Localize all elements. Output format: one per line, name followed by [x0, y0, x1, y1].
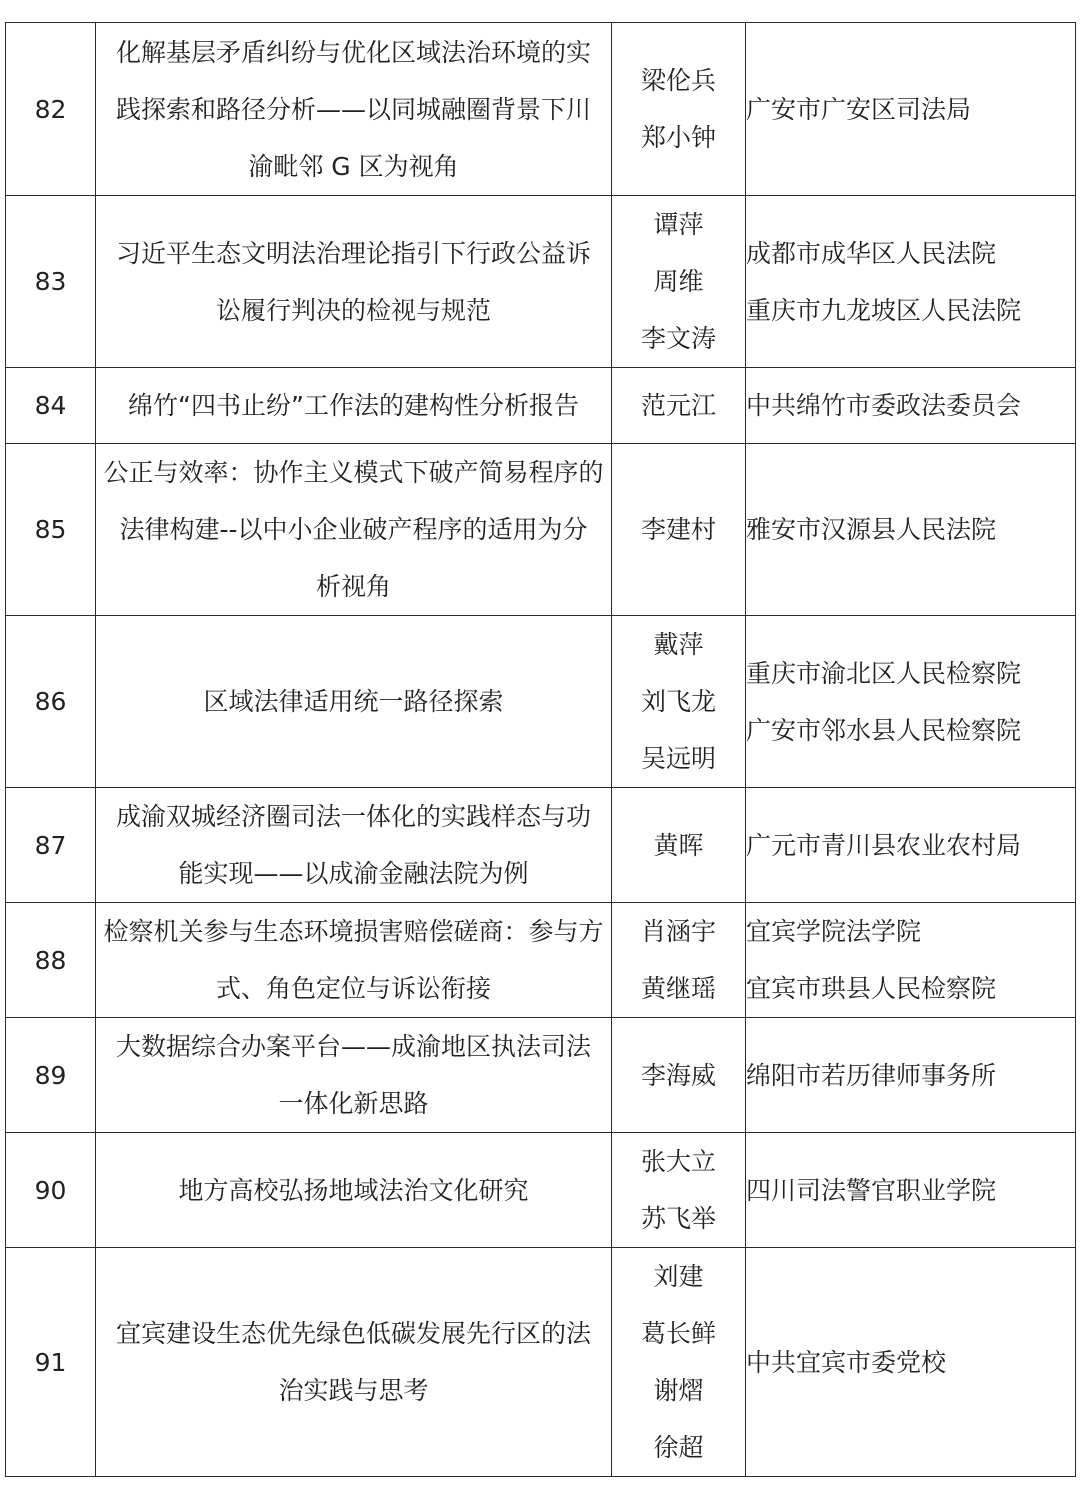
author-name: 张大立: [640, 1147, 716, 1176]
entry-number: 90: [6, 1133, 96, 1248]
title-line: 一体化新思路: [278, 1089, 429, 1118]
author-name: 刘飞龙: [640, 687, 716, 716]
organization-name: 雅安市汉源县人民法院: [746, 515, 997, 544]
author-name: 肖涵宇: [640, 917, 716, 946]
organization-name: 中共宜宾市委党校: [746, 1347, 947, 1377]
paper-title: [96, 616, 612, 788]
table-row: [6, 1248, 1076, 1477]
author-organizations: [746, 616, 1076, 788]
author-name: 苏飞举: [640, 1204, 716, 1233]
organization-name: 四川司法警官职业学院: [746, 1175, 997, 1205]
author-name: 黄继瑶: [640, 974, 716, 1003]
title-line: 绵竹“四书止纷”工作法的建构性分析报告: [128, 391, 579, 420]
author-name: 李文涛: [640, 324, 716, 353]
author-names: [612, 1133, 746, 1248]
table-row: [6, 788, 1076, 903]
organization-name: 重庆市渝北区人民检察院: [746, 658, 1022, 688]
author-name: 李海威: [640, 1060, 716, 1090]
author-name: 黄晖: [653, 830, 704, 860]
author-names: [612, 368, 746, 444]
author-names: [612, 903, 746, 1018]
table-row: [6, 616, 1076, 788]
table-row: [6, 903, 1076, 1018]
author-name: 吴远明: [640, 744, 716, 773]
organization-name: 广安市广安区司法局: [746, 94, 972, 124]
author-name: 谢熠: [653, 1376, 704, 1405]
author-organizations: [746, 903, 1076, 1018]
title-line: 检察机关参与生态环境损害赔偿磋商：参与方: [103, 917, 604, 946]
entry-number: 85: [6, 444, 96, 616]
entry-number: 91: [6, 1248, 96, 1477]
title-line: 能实现——以成渝金融法院为例: [178, 859, 529, 888]
author-name: 刘建: [653, 1262, 704, 1291]
entry-number: 86: [6, 616, 96, 788]
organization-name: 宜宾学院法学院: [746, 917, 922, 946]
title-line: 践探索和路径分析——以同城融圈背景下川: [115, 94, 591, 124]
table-row: [6, 196, 1076, 368]
author-names: [612, 1248, 746, 1477]
paper-title: [96, 1018, 612, 1133]
table-row: [6, 368, 1076, 444]
title-line: 地方高校弘扬地域法治文化研究: [178, 1175, 529, 1205]
title-line: 宜宾建设生态优先绿色低碳发展先行区的法: [115, 1319, 591, 1348]
entry-number: 83: [6, 196, 96, 368]
paper-title: [96, 23, 612, 196]
entry-number: 87: [6, 788, 96, 903]
author-names: [612, 444, 746, 616]
title-line: 公正与效率：协作主义模式下破产简易程序的: [103, 458, 604, 487]
organization-name: 广元市青川县农业农村局: [746, 830, 1022, 860]
title-line: 讼履行判决的检视与规范: [215, 295, 491, 325]
paper-title: [96, 444, 612, 616]
author-organizations: [746, 1133, 1076, 1248]
author-names: [612, 1018, 746, 1133]
author-names: [612, 788, 746, 903]
author-name: 梁伦兵: [640, 66, 716, 95]
table-row: [6, 444, 1076, 616]
title-line: 化解基层矛盾纠纷与优化区域法治环境的实: [115, 37, 591, 67]
author-names: [612, 616, 746, 788]
title-line: 治实践与思考: [278, 1376, 429, 1405]
title-line: 式、角色定位与诉讼衔接: [215, 974, 491, 1003]
paper-title: [96, 1248, 612, 1477]
author-name: 葛长鲜: [640, 1319, 716, 1348]
author-name: 谭萍: [653, 210, 704, 239]
author-names: [612, 23, 746, 196]
paper-title: [96, 368, 612, 444]
entry-number: 84: [6, 368, 96, 444]
title-line: 法律构建--以中小企业破产程序的适用为分: [119, 515, 588, 544]
title-line: 渝毗邻 G 区为视角: [248, 151, 459, 181]
awards-table-body: [6, 23, 1076, 1477]
organization-name: 绵阳市若历律师事务所: [746, 1060, 997, 1090]
table-row: [6, 1133, 1076, 1248]
author-organizations: [746, 196, 1076, 368]
awards-table: [5, 22, 1076, 1477]
title-line: 成渝双城经济圈司法一体化的实践样态与功: [115, 802, 591, 831]
organization-name: 中共绵竹市委政法委员会: [746, 391, 1022, 420]
entry-number: 89: [6, 1018, 96, 1133]
author-organizations: [746, 788, 1076, 903]
title-line: 习近平生态文明法治理论指引下行政公益诉: [115, 238, 591, 268]
author-name: 郑小钟: [640, 123, 716, 152]
author-organizations: [746, 444, 1076, 616]
title-line: 大数据综合办案平台——成渝地区执法司法: [115, 1032, 591, 1061]
author-name: 周维: [653, 267, 704, 296]
author-name: 李建村: [640, 515, 716, 544]
author-name: 戴萍: [653, 630, 704, 659]
entry-number: 88: [6, 903, 96, 1018]
paper-title: [96, 196, 612, 368]
author-name: 范元江: [640, 391, 716, 420]
paper-title: [96, 903, 612, 1018]
paper-title: [96, 1133, 612, 1248]
author-names: [612, 196, 746, 368]
organization-name: 成都市成华区人民法院: [746, 238, 997, 268]
table-row: [6, 1018, 1076, 1133]
title-line: 析视角: [315, 572, 391, 601]
author-organizations: [746, 1018, 1076, 1133]
entry-number: 82: [6, 23, 96, 196]
author-name: 徐超: [653, 1433, 704, 1462]
author-organizations: [746, 1248, 1076, 1477]
paper-title: [96, 788, 612, 903]
author-organizations: [746, 23, 1076, 196]
organization-name: 广安市邻水县人民检察院: [746, 715, 1022, 745]
organization-name: 宜宾市珙县人民检察院: [746, 974, 997, 1003]
organization-name: 重庆市九龙坡区人民法院: [746, 295, 1022, 325]
title-line: 区域法律适用统一路径探索: [203, 687, 504, 716]
table-row: [6, 23, 1076, 196]
author-organizations: [746, 368, 1076, 444]
